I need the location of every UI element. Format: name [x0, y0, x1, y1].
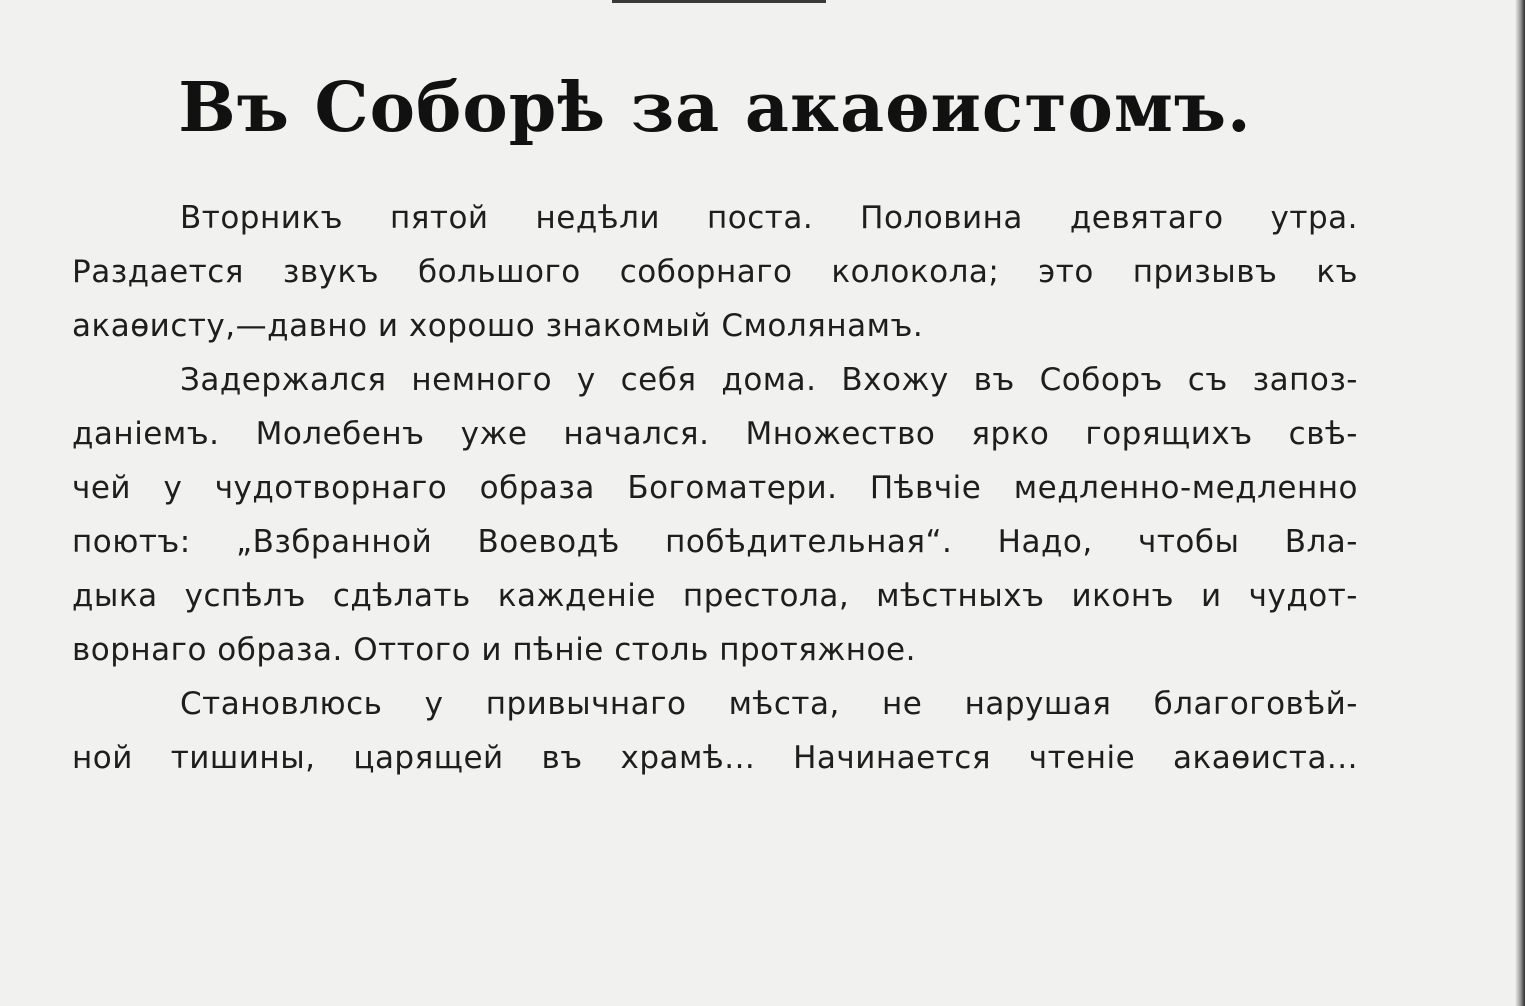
text-line: акаѳисту,—давно и хорошо знакомый Смолянамъ. — [72, 308, 924, 344]
text-line: ной тишины, царящей въ храмѣ... Начинается чтеніе акаѳиста... — [72, 740, 1358, 776]
text-line: чей у чудотворнаго образа Богоматери. Пѣвчіе медленно-медленно — [72, 470, 1358, 506]
text-line: ворнаго образа. Оттого и пѣніе столь протяжное. — [72, 632, 916, 668]
text-line: Задержался немного у себя дома. Вхожу въ Соборъ съ запоз- — [180, 362, 1358, 398]
text-line: Раздается звукъ большого соборнаго колокола; это призывъ къ — [72, 254, 1358, 290]
text-line: Становлюсь у привычнаго мѣста, не нарушая благоговѣй- — [180, 686, 1358, 722]
top-rule — [612, 0, 826, 3]
page-title: Въ Соборѣ за акаѳистомъ. — [178, 68, 1252, 148]
text-line: даніемъ. Молебенъ уже начался. Множество ярко горящихъ свѣ- — [72, 416, 1358, 452]
text-line: Вторникъ пятой недѣли поста. Половина девятаго утра. — [180, 200, 1358, 236]
page-edge-shadow — [1515, 0, 1525, 1006]
text-line: поютъ: „Взбранной Воеводѣ побѣдительная“. Надо, чтобы Вла- — [72, 524, 1358, 560]
text-line: дыка успѣлъ сдѣлать кажденіе престола, мѣстныхъ иконъ и чудот- — [72, 578, 1358, 614]
